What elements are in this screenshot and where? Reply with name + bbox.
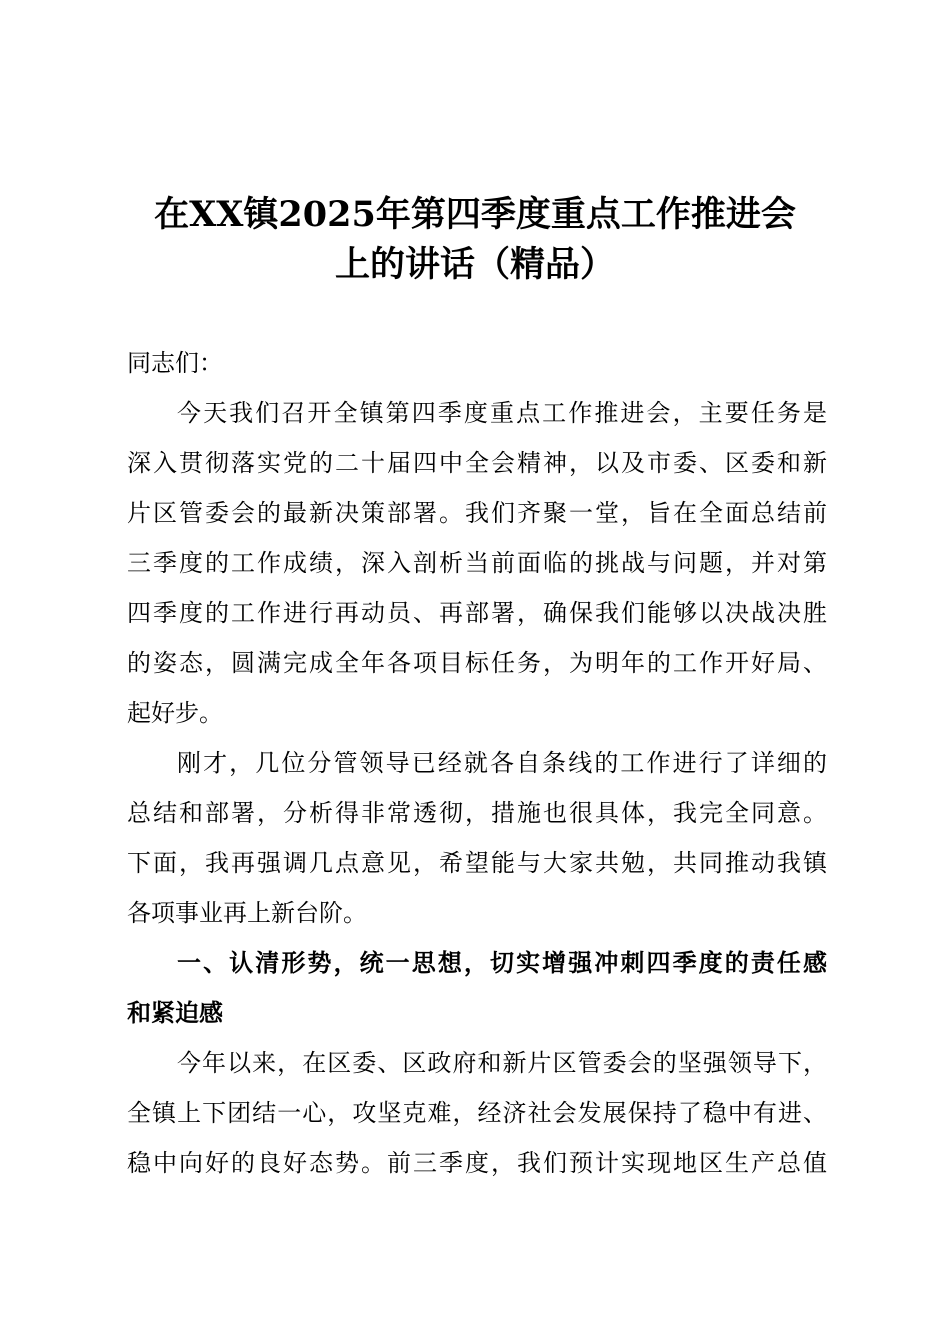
text-line: 起好步。	[127, 699, 223, 727]
text-line: 刚才，几位分管领导已经就各自条线的工作进行了详细的	[177, 749, 827, 777]
text-line: 总结和部署，分析得非常透彻，措施也很具体，我完全同意。	[127, 799, 827, 827]
text-line: 各项事业再上新台阶。	[127, 899, 367, 927]
text-line: 下面，我再强调几点意见，希望能与大家共勉，共同推动我镇	[127, 849, 827, 877]
text-line: 片区管委会的最新决策部署。我们齐聚一堂，旨在全面总结前	[127, 499, 827, 527]
paragraph-situation	[127, 1038, 827, 1188]
heading-line: 一、认清形势，统一思想，切实增强冲刺四季度的责任感	[177, 949, 827, 977]
text-line: 稳中向好的良好态势。前三季度，我们预计实现地区生产总值	[127, 1149, 827, 1177]
text-line: 深入贯彻落实党的二十届四中全会精神，以及市委、区委和新	[127, 449, 827, 477]
text-line: 四季度的工作进行再动员、再部署，确保我们能够以决战决胜	[127, 599, 827, 627]
text-line: 全镇上下团结一心，攻坚克难，经济社会发展保持了稳中有进、	[127, 1099, 827, 1127]
section-heading-1	[127, 938, 827, 1038]
salutation: 同志们：	[127, 349, 223, 377]
heading-line: 和紧迫感	[127, 999, 223, 1027]
paragraph-summary	[127, 738, 827, 938]
text-line: 的姿态，圆满完成全年各项目标任务，为明年的工作开好局、	[127, 649, 827, 677]
paragraph-intro	[127, 388, 827, 738]
text-line: 今年以来，在区委、区政府和新片区管委会的坚强领导下，	[177, 1049, 827, 1077]
title-line-1: 在XX镇2025年第四季度重点工作推进会	[154, 194, 796, 235]
text-line: 今天我们召开全镇第四季度重点工作推进会，主要任务是	[177, 399, 827, 427]
document-title	[0, 190, 950, 290]
document-body	[127, 338, 827, 1188]
text-line: 三季度的工作成绩，深入剖析当前面临的挑战与问题，并对第	[127, 549, 827, 577]
title-line-2: 上的讲话（精品）	[334, 244, 615, 285]
